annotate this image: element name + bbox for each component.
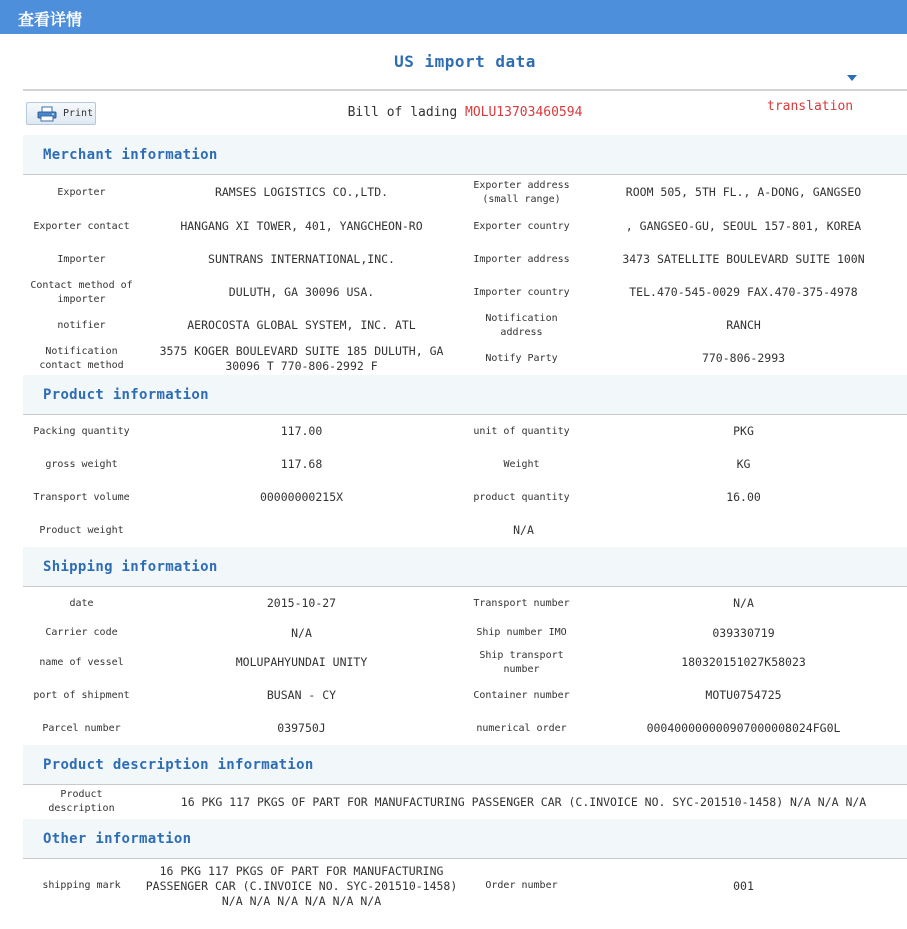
field-label: Packing quantity [33,425,130,437]
detail-content [23,34,907,913]
field-label: Transport volume [33,491,130,503]
table-row [23,210,907,243]
field-label: Weight [503,458,540,470]
field-value: 16.00 [726,490,761,504]
field-label: Ship number IMO [476,627,567,638]
table-row [23,785,907,819]
field-value: 16 PKG 117 PKGS OF PART FOR MANUFACTURING PASSENGER CAR (C.INVOICE NO. SYC-201510-1458) N/A N/A N/A [180,794,867,809]
table-row [23,679,907,712]
field-label: Product weight [39,524,124,536]
window-title: 查看详情 [18,10,83,29]
description-table [23,785,907,819]
field-label: Exporter address (small range) [473,179,570,205]
field-label: Importer [57,253,106,265]
field-value: 2015-10-27 [266,596,337,610]
table-row [23,646,907,679]
field-label: unit of quantity [473,425,570,437]
field-label: Order number [485,880,558,891]
title-bar [0,0,907,34]
field-value: N/A [513,523,534,537]
dropdown-arrow-icon[interactable] [847,75,857,81]
field-value: 180320151027K58023 [681,655,806,669]
field-value: 000400000000907000008024FG0L [646,721,841,735]
field-label: port of shipment [33,689,130,701]
translation-link[interactable]: translation [767,99,854,114]
product-table [23,415,907,547]
field-value: 3473 SATELLITE BOULEVARD SUITE 100N [622,252,865,266]
bill-of-lading-row [23,91,907,135]
field-value: N/A [291,625,312,640]
field-value: 117.00 [280,424,323,438]
field-label: Carrier code [45,627,118,638]
field-label: Notification contact method [39,345,124,371]
field-value: TEL.470-545-0029 FAX.470-375-4978 [629,285,858,299]
field-value: ROOM 505, 5TH FL., A-DONG, GANGSEO [625,185,862,199]
table-row [23,309,907,342]
shipping-table [23,587,907,745]
table-row [23,342,907,375]
table-row [23,243,907,276]
field-value: HANGANG XI TOWER, 401, YANGCHEON-RO [180,219,423,233]
field-label: product quantity [473,491,570,503]
other-section-title: Other information [23,819,907,859]
print-button[interactable] [26,102,96,125]
field-label: Importer country [473,286,570,298]
page-title: US import data [23,34,907,91]
merchant-table [23,175,907,375]
field-label: date [69,597,94,609]
table-row [23,859,907,913]
print-label: Print [63,108,94,119]
field-value: 00000000215X [259,490,344,504]
field-value: 3575 KOGER BOULEVARD SUITE 185 DULUTH, GA 30096 T 770-806-2992 F [159,343,444,373]
field-label: shipping mark [42,880,121,891]
field-label: Ship transport number [479,649,564,675]
shipping-section-title: Shipping information [23,547,907,587]
table-row [23,448,907,481]
field-value: 117.68 [280,457,323,471]
field-label: Product description [48,789,115,814]
field-label: Importer address [473,253,570,265]
table-row [23,481,907,514]
field-label: Exporter country [473,220,570,232]
other-table [23,859,907,913]
field-value: BUSAN - CY [266,688,337,702]
field-label: numerical order [476,722,567,734]
table-row [23,514,907,547]
field-label: notifier [57,319,106,331]
field-label: Transport number [473,597,570,609]
table-row [23,175,907,210]
field-value: 770-806-2993 [701,351,786,365]
field-value: SUNTRANS INTERNATIONAL,INC. [208,252,395,266]
product-section-title: Product information [23,375,907,415]
field-value: RANCH [726,318,761,332]
table-row [23,276,907,309]
bill-of-lading-label: Bill of lading [347,105,465,120]
field-label: Notify Party [485,352,558,364]
bill-of-lading-number: MOLU13703460594 [465,105,583,120]
field-label: name of vessel [39,656,124,668]
table-row [23,712,907,745]
field-value: 039330719 [712,625,775,640]
field-label: Notification address [485,312,558,338]
field-value: RAMSES LOGISTICS CO.,LTD. [214,185,389,199]
field-label: gross weight [45,458,118,470]
field-value: 16 PKG 117 PKGS OF PART FOR MANUFACTURING PASSENGER CAR (C.INVOICE NO. SYC-201510-1458) N/A N/A N/A N/A N/A N/A [145,863,458,908]
field-label: Contact method of importer [30,279,133,305]
field-value: AEROCOSTA GLOBAL SYSTEM, INC. ATL [187,318,416,332]
merchant-section-title: Merchant information [23,135,907,175]
description-section-title: Product description information [23,745,907,785]
field-value: MOTU0754725 [705,688,782,702]
field-value: 039750J [277,721,326,735]
field-label: Exporter [57,186,106,198]
field-value: DULUTH, GA 30096 USA. [228,285,375,299]
field-value: 001 [733,878,754,893]
table-row [23,415,907,448]
field-value: KG [736,457,751,471]
field-value: PKG [733,424,754,438]
table-row [23,620,907,646]
field-label: Exporter contact [33,220,130,232]
field-value: MOLUPAHYUNDAI UNITY [235,655,368,669]
field-value: N/A [733,596,754,610]
printer-icon [37,106,57,122]
field-label: Container number [473,689,570,701]
field-value: , GANGSEO-GU, SEOUL 157-801, KOREA [625,219,862,233]
table-row [23,587,907,620]
field-label: Parcel number [42,722,121,734]
